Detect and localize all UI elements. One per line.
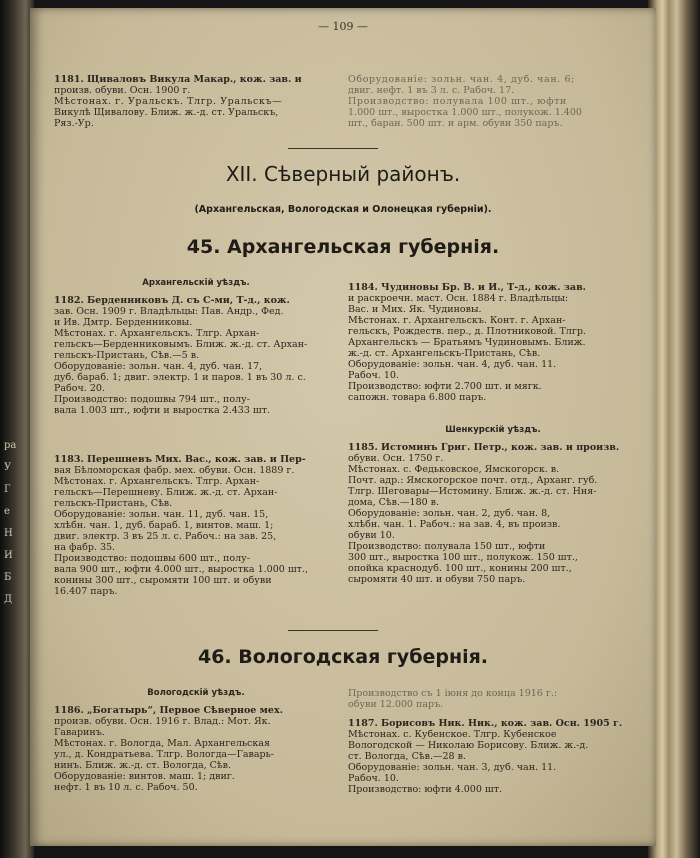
text-line: Вас. и Мих. Як. Чудиновы. (348, 304, 482, 315)
text-line: произв. обуви. Осн. 1900 г. (54, 85, 191, 96)
text-line: нинъ. Ближ. ж.-д. ст. Вологда, Сѣв. (54, 760, 232, 771)
text-line: 1182. Берденниковъ Д. съ С-ми, Т-д., кож. (54, 295, 290, 306)
text-line: дома, Сѣв.—180 в. (348, 497, 440, 508)
text-line: и Ив. Дмтр. Берденниковы. (54, 317, 193, 328)
text-line: вая Бѣломорская фабр. мех. обуви. Осн. 1889 г. (54, 465, 295, 476)
text-line: Оборудованiе: зольн. чан. 3, дуб. чан. 11. (348, 762, 557, 773)
spine-letter: Д (4, 594, 13, 605)
text-line: Оборудованiе: зольн. чан. 4, дуб. чан. 11. (348, 359, 557, 370)
entry-1182 (54, 295, 338, 416)
text-line: обуви. Осн. 1750 г. (348, 453, 444, 464)
text-line: двиг. нефт. 1 въ 3 л. с. Рабоч. 17. (348, 85, 515, 96)
text-line: 1184. Чудиновы Бр. В. и И., Т-д., кож. зав. (348, 282, 586, 293)
text-line: 16.407 паръ. (54, 586, 118, 597)
text-line: Рабоч. 20. (54, 383, 105, 394)
text-line: Производство: юфти 2.700 шт. и мягк. (348, 381, 542, 392)
entry-1181-continued (348, 74, 638, 129)
text-line: Мѣстонах. с. Кубенское. Тлгр. Кубенское (348, 729, 557, 740)
text-line: ж.-д. ст. Архангельскъ-Пристань, Сѣв. (348, 348, 541, 359)
text-line: шт., баран. 500 шт. и арм. обуви 350 паръ. (348, 118, 563, 129)
text-line: Тлгр. Шеговары—Истомину. Ближ. ж.-д. ст. Ння- (348, 486, 597, 497)
spine-letter: У (4, 462, 12, 473)
divider-rule (288, 630, 378, 631)
text-line: Производство: полувала 150 шт., юфти (348, 541, 546, 552)
text-line: Мѣстонах. г. Архангельскъ. Тлгр. Архан- (54, 328, 260, 339)
text-line: Производство: подошвы 794 шт., полу- (54, 394, 250, 405)
text-line: Ряз.-Ур. (54, 118, 94, 129)
text-line: Викулѣ Щивалову. Ближ. ж.-д. ст. Уральскъ, (54, 107, 279, 118)
text-line: Производство: юфти 4.000 шт. (348, 784, 503, 795)
text-line: хлѣбн. чан. 1. Рабоч.: на зав. 4, въ произв. (348, 519, 561, 530)
arkhangelsk-left-column (54, 278, 338, 597)
spine-letter: е (4, 506, 10, 517)
spine-letter: И (4, 550, 13, 561)
text-line: вала 1.003 шт., юфти и выростка 2.433 шт. (54, 405, 270, 416)
text-line: 1186. „Богатырь“, Первое Сѣверное мех. (54, 705, 283, 716)
arkhangelsk-right-column (348, 282, 638, 585)
text-line: 1.000 шт., выростка 1.000 шт., полукож. 1.400 (348, 107, 582, 118)
text-line: гельскъ, Рождеств. пер., д. Плотниковой. Тлгр. (348, 326, 586, 337)
text-line: Рабоч. 10. (348, 773, 399, 784)
spine-letter: ра (4, 440, 17, 451)
text-line: Архангельскъ — Братьямъ Чудиновымъ. Ближ. (348, 337, 586, 348)
text-line: Вологодской — Николаю Борисову. Ближ. ж.-д. (348, 740, 589, 751)
page-number: — 109 — (318, 20, 368, 33)
text-line: Оборудованiе: зольн. чан. 4, дуб. чан. 6; (348, 74, 575, 85)
entry-1187 (348, 718, 638, 795)
text-line: Мѣстонах. г. Архангельскъ. Тлгр. Архан- (54, 476, 260, 487)
entry-1184 (348, 282, 638, 403)
spine-letter: Н (4, 528, 13, 539)
divider-rule (288, 148, 378, 149)
text-line: на фабр. 35. (54, 542, 116, 553)
spine-letter: Б (4, 572, 12, 583)
text-line: Производство: подошвы 600 шт., полу- (54, 553, 250, 564)
text-line: вала 900 шт., юфти 4.000 шт., выростка 1.000 шт., (54, 564, 308, 575)
book-page (30, 8, 656, 846)
text-line: 1183. Перешневъ Мих. Вас., кож. зав. и Пер- (54, 454, 306, 465)
text-line: 1187. Борисовъ Ник. Ник., кож. зав. Осн. 1905 г. (348, 718, 623, 729)
text-line: произв. обуви. Осн. 1916 г. Влад.: Мот. Як. (54, 716, 271, 727)
text-line: обуви 10. (348, 530, 395, 541)
text-line: обуви 12.000 паръ. (348, 699, 444, 710)
text-line: двиг. электр. 3 въ 25 л. с. Рабоч.: на зав. 25, (54, 531, 277, 542)
text-line: гельскъ-Пристань, Сѣв. (54, 498, 173, 509)
text-line: Мѣстонах. г. Архангельскъ. Конт. г. Архан- (348, 315, 566, 326)
section-title: XII. Сѣверный районъ. (225, 162, 461, 186)
vologda-right-column (348, 688, 638, 795)
text-line: Оборудованiе: зольн. чан. 11, дуб. чан. 15, (54, 509, 269, 520)
uezd-heading: Вологодскiй уѣздъ. (147, 688, 245, 698)
text-line: Производство: полувала 100 шт., юфти (348, 96, 567, 107)
entry-1186 (54, 705, 338, 793)
text-line: Производство съ 1 iюня до конца 1916 г.: (348, 688, 558, 699)
section-subtitle: (Архангельская, Вологодская и Олонецкая губернiи). (194, 204, 492, 215)
text-line: Мѣстонах. г. Уральскъ. Тлгр. Уральскъ— (54, 96, 283, 107)
text-line: конины 300 шт., сыромяти 100 шт. и обуви (54, 575, 272, 586)
gubernia-heading-45: 45. Архангельская губернiя. (186, 236, 500, 258)
spine-letter: Г (4, 484, 11, 495)
production-continued (348, 688, 638, 710)
text-line: Мѣстонах. г. Вологда, Мал. Архангельская (54, 738, 270, 749)
text-line: Почт. адр.: Ямскогорское почт. отд., Арханг. губ. (348, 475, 598, 486)
uezd-heading: Архангельскiй уѣздъ. (142, 278, 250, 288)
text-line: Гаваринъ. (54, 727, 105, 738)
text-line: 1181. Щиваловъ Викула Макар., кож. зав. и (54, 74, 302, 85)
text-line: опойка краснодуб. 100 шт., конины 200 шт., (348, 563, 572, 574)
text-line: ст. Вологда, Сѣв.—28 в. (348, 751, 466, 762)
text-line: 300 шт., выростка 100 шт., полукож. 150 шт., (348, 552, 578, 563)
text-line: Оборудованiе: винтов. маш. 1; двиг. (54, 771, 235, 782)
text-line: и раскроечн. маст. Осн. 1884 г. Владѣльцы: (348, 293, 569, 304)
text-line: дуб. бараб. 1; двиг. электр. 1 и паров. 1 въ 30 л. с. (54, 372, 306, 383)
entry-1181 (54, 74, 338, 129)
text-line: 1185. Истоминъ Григ. Петр., кож. зав. и произв. (348, 442, 620, 453)
gubernia-heading-46: 46. Вологодская губернiя. (197, 646, 489, 668)
entry-1183 (54, 454, 338, 597)
text-line: гельскъ—Перешневу. Ближ. ж.-д. ст. Архан- (54, 487, 278, 498)
vologda-left-column (54, 688, 338, 793)
text-line: гельскъ—Берденниковымъ. Ближ. ж.-д. ст. Архан- (54, 339, 308, 350)
text-line: нефт. 1 въ 10 л. с. Рабоч. 50. (54, 782, 198, 793)
text-line: хлѣбн. чан. 1, дуб. бараб. 1, винтов. маш. 1; (54, 520, 274, 531)
text-line: Рабоч. 10. (348, 370, 399, 381)
text-line: Мѣстонах. с. Федьковское, Ямскогорск. в. (348, 464, 560, 475)
text-line: ул., д. Кондратьева. Тлгр. Вологда—Гаварь- (54, 749, 275, 760)
entry-1185 (348, 442, 638, 585)
text-line: Оборудованiе: зольн. чан. 2, дуб. чан. 8, (348, 508, 551, 519)
text-line: Оборудованiе: зольн. чан. 4, дуб. чан. 17, (54, 361, 263, 372)
uezd-heading: Шенкурскiй уѣздъ. (445, 425, 541, 435)
text-line: сыромяти 40 шт. и обуви 750 паръ. (348, 574, 526, 585)
book-spine-left (0, 0, 34, 858)
text-line: зав. Осн. 1909 г. Владѣльцы: Пав. Андр., Фед. (54, 306, 284, 317)
text-line: сапожн. товара 6.800 паръ. (348, 392, 487, 403)
text-line: гельскъ-Пристань, Сѣв.—5 в. (54, 350, 200, 361)
